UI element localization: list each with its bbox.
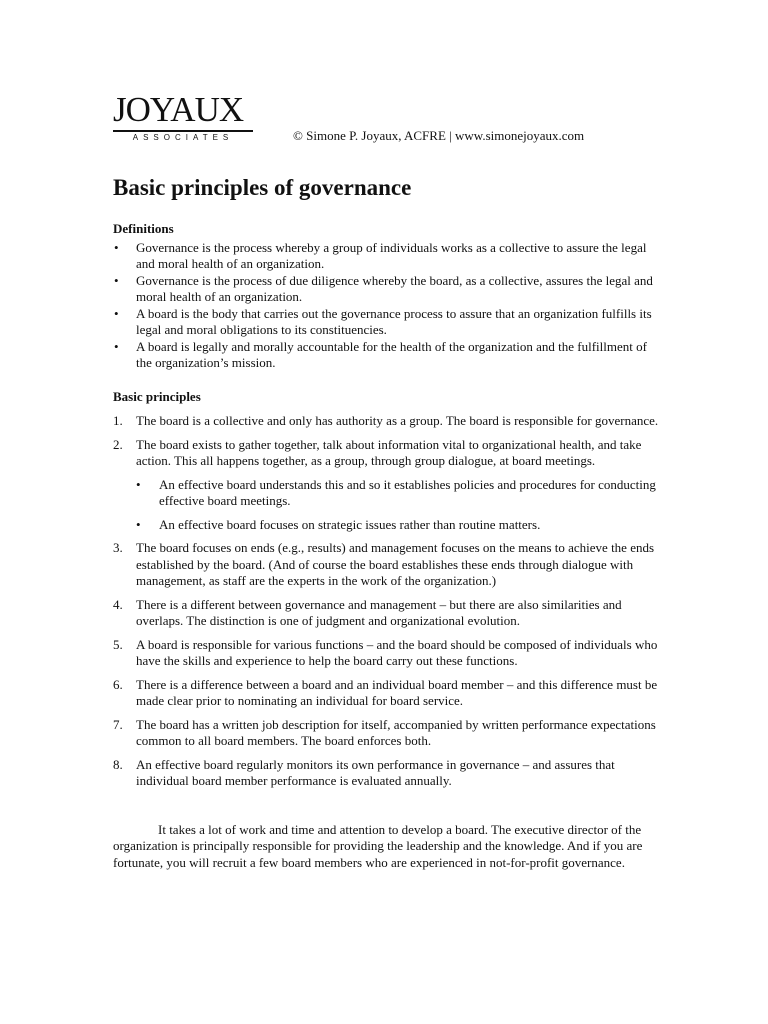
principle-item [113,717,663,750]
principle-number: 1. [113,413,123,428]
principle-text: The board exists to gather together, talk about information vital to organizational health, and take action. This all happens together, as a group, through group dialogue, at board meetings. [136,436,642,468]
principle-item [113,637,663,670]
principle-item [113,597,663,630]
principle-item [113,677,663,710]
principle-item [113,757,663,790]
logo-rule [113,130,253,132]
principle-number: 7. [113,716,123,732]
definition-item: • Governance is the process whereby a group of individuals works as a collective to assure the legal and moral health of an organization. [113,240,663,273]
principles-list [113,413,663,790]
logo-subtitle: ASSOCIATES [132,133,234,142]
definition-item: • A board is the body that carries out the governance process to assure that an organization fulfills its legal and moral obligations to its constituencies. [113,306,663,339]
principle-number: 3. [113,540,123,555]
document-body [113,221,663,884]
definitions-heading: Definitions [113,221,174,236]
logo-wordmark: JOYAUX [113,90,244,129]
principle-subitem: • An effective board understands this and so it establishes policies and procedures for conducting effective board meetings. [136,477,663,510]
principle-text: The board has a written job description for itself, accompanied by written performance expectations common to all board members. The board enforces both. [136,716,656,748]
page-title: Basic principles of governance [113,175,412,200]
definition-item: • Governance is the process of due diligence whereby the board, as a collective, assures the legal and moral health of an organization. [113,273,663,306]
definition-item: • A board is legally and morally accountable for the health of the organization and the fulfillment of the organization’s mission. [113,339,663,372]
principle-number: 5. [113,636,123,652]
definitions-list [113,240,663,372]
principles-heading: Basic principles [113,388,201,404]
principle-item [113,540,663,590]
principle-number: 8. [113,756,123,772]
principle-text: The board focuses on ends (e.g., results) and management focuses on the means to achieve the ends established by the board. (And of course the board establishes these ends through dialogue with management, as staff are the experts in the work of the organization.) [136,540,655,588]
closing-paragraph: It takes a lot of work and time and attention to develop a board. The executive director of the organization is principally responsible for providing the leadership and the knowledge. And if you are fortunate, you will recruit a few board members who are experienced in not-for-profit governance. [113,821,643,870]
principle-text: A board is responsible for various functions – and the board should be composed of individuals who have the skills and experience to help the board carry out these functions. [136,636,658,668]
principle-text: The board is a collective and only has authority as a group. The board is responsible for governance. [136,413,659,428]
principle-number: 2. [113,436,123,452]
principle-subitem: • An effective board focuses on strategic issues rather than routine matters. [136,517,663,534]
principle-item [113,413,663,430]
principle-text: An effective board regularly monitors its own performance in governance – and assures that individual board member performance is evaluated annually. [136,756,615,788]
copyright-line: © Simone P. Joyaux, ACFRE | www.simonejoyaux.com [293,128,585,143]
principle-item [113,437,663,534]
principle-number: 4. [113,596,123,612]
principle-text: There is a difference between a board and an individual board member – and this difference must be made clear prior to nominating an individual for board service. [136,676,658,708]
principle-sublist [136,477,663,534]
principle-number: 6. [113,676,123,692]
joyaux-logo [113,92,253,142]
principle-text: There is a different between governance and management – but there are also similarities and overlaps. The distinction is one of judgment and organizational evolution. [136,596,622,628]
